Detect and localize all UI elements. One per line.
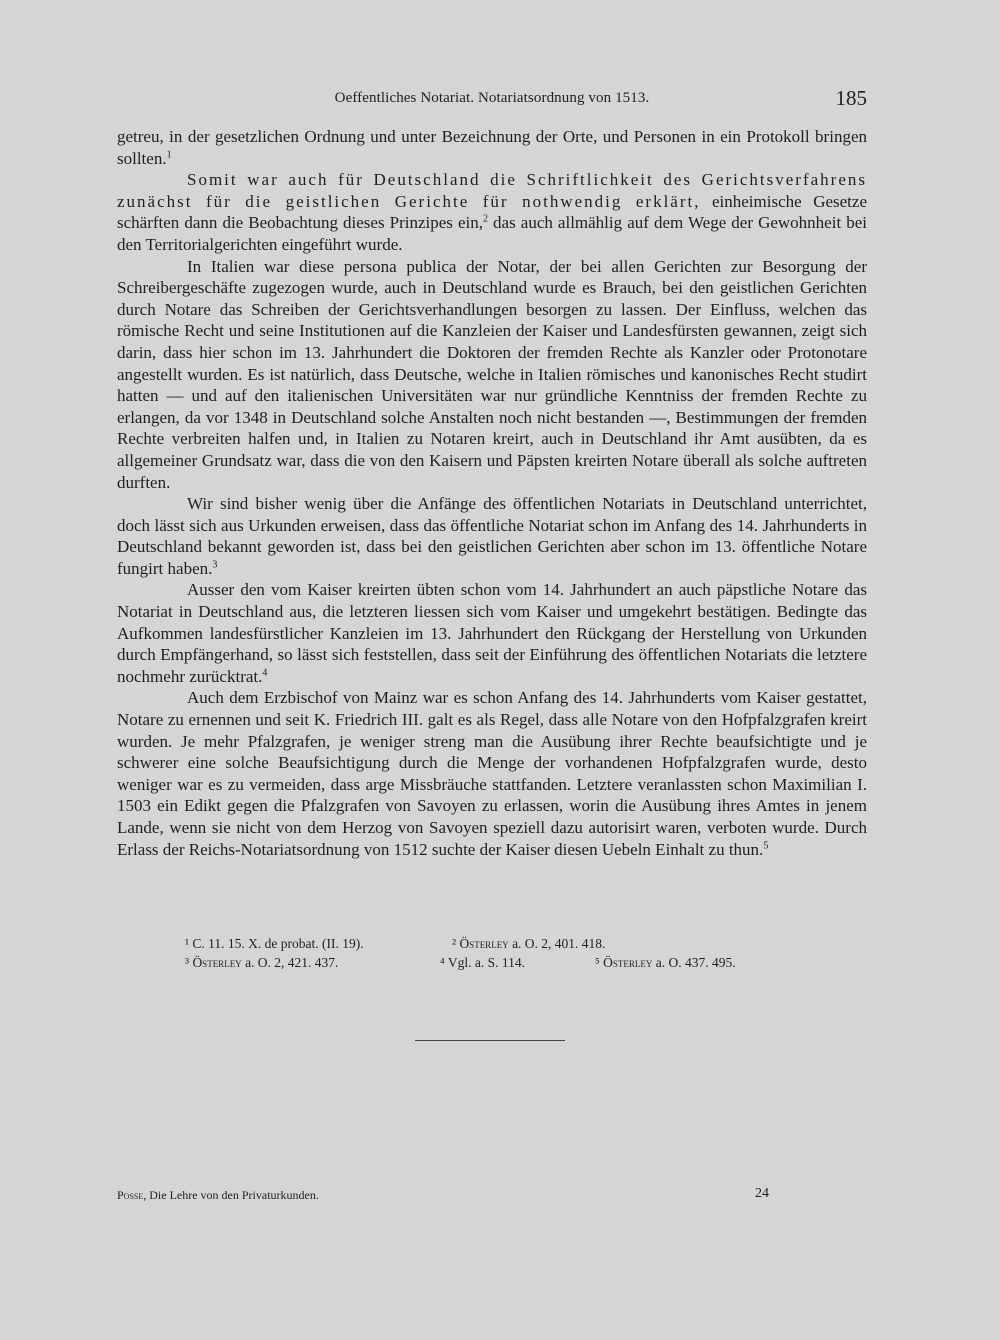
footnote-3 — [185, 953, 440, 972]
paragraph-2-text-b: das auch allmählig auf dem Wege der Gewohnheit bei den Territorialgerichten eingeführt wurde. — [117, 213, 867, 254]
footnote-5-text: a. O. 437. 495. — [652, 955, 736, 970]
paragraph-1-text: getreu, in der gesetzlichen Ordnung und unter Bezeichnung der Orte, und Personen in ein Protokoll bringen sollten. — [117, 127, 867, 168]
footer-author: Posse — [117, 1188, 144, 1202]
footnote-ref-4: 4 — [262, 667, 268, 679]
footnote-ref-2: 2 — [483, 213, 488, 225]
footnote-ref-3: 3 — [212, 559, 218, 571]
paragraph-5 — [117, 579, 867, 687]
running-title: Oeffentliches Notariat. Notariatsordnung von 1513. — [334, 90, 650, 106]
footnotes — [185, 934, 865, 972]
paragraph-1 — [117, 126, 867, 169]
paragraph-6 — [117, 687, 867, 860]
paragraph-6-text: Auch dem Erzbischof von Mainz war es schon Anfang des 14. Jahrhunderts vom Kaiser gestattet, Notare zu ernennen und seit K. Friedrich III. galt es als Regel, dass alle Notare von den Hofpfalzgrafen kreirt wurden. Je mehr Pfalzgrafen, je weniger streng man die Ausübung ihrer Rechte beaufsichtigte und je schwerer eine solche Beaufsichtigung durch die Menge der vorhandenen Hofpfalzgrafen wurde, desto weniger war es zu vermeiden, dass arge Missbräuche stattfanden. Letztere veranlassten schon Maximilian I. 1503 ein Edikt gegen die Pfalzgrafen von Savoyen zu erlassen, worin die Ausübung ihres Amtes in jenem Lande, wenn sie nicht von dem Herzog von Savoyen speziell dazu autorisirt waren, verboten wurde. Durch Erlass der Reichs-Notariatsordnung von 1512 suchte der Kaiser diesen Uebeln Einhalt zu thun. — [117, 688, 867, 859]
footnote-5-author: Österley — [603, 955, 653, 970]
end-divider — [415, 1040, 565, 1041]
main-text — [117, 126, 867, 860]
footnote-row-2 — [185, 953, 865, 972]
footer-title: , Die Lehre von den Privaturkunden. — [143, 1188, 319, 1202]
footnote-3-author: Österley — [192, 955, 242, 970]
paragraph-2-spaced-text: Somit war auch für Deutschland die Schriftlichkeit des Gerichtsverfahrens zunächst für die geistlichen Gerichte für nothwendig erklärt, — [117, 170, 867, 211]
sheet-signature: 24 — [755, 1186, 769, 1201]
paragraph-2-text-a: einheimische Gesetze schärften dann die Beobachtung dieses Prinzipes ein, — [117, 191, 867, 233]
footnote-3-number: ³ — [185, 955, 190, 970]
footnote-2-text: a. O. 2, 401. 418. — [508, 936, 606, 951]
footnote-5 — [595, 953, 736, 972]
paragraph-4-text: Wir sind bisher wenig über die Anfänge des öffentlichen Notariats in Deutschland unterrichtet, doch lässt sich aus Urkunden erweisen, dass das öffentliche Notariat schon im Anfang des 14. Jahrhunderts in Deutschland bekannt geworden ist, dass bei den geistlichen Gerichten aber schon im 13. öffentliche Notare fungirt haben. — [117, 494, 867, 578]
footnote-1: ¹ C. 11. 15. X. de probat. (II. 19). — [185, 936, 364, 951]
footnote-2-author: Österley — [459, 936, 509, 951]
footnote-ref-1: 1 — [166, 148, 172, 160]
paragraph-3: In Italien war diese persona publica der Notar, der bei allen Gerichten zur Besorgung der Schreibergeschäfte zugezogen wurde, auch in Deutschland wurde es Brauch, bei den geistlichen Gerichten durch Notare das Schreiben der Gerichtsverhandlungen besorgen zu lassen. Der Einfluss, welchen das römische Recht und seine Institutionen auf die Kanzleien der Kaiser und Landesfürsten gewannen, zeigt sich darin, dass hier schon im 13. Jahrhundert die Doktoren der fremden Rechte als Kanzler oder Protonotare angestellt wurden. Es ist natürlich, dass Deutsche, welche in Italien römisches und kanonisches Recht studirt hatten — und auf den italienischen Universitäten war nur gründliche Kenntniss der fremden Rechte zu erlangen, da vor 1348 in Deutschland solche Anstalten noch nicht bestanden —, Bestimmungen der fremden Rechte verbreiten halfen und, in Italien zu Notaren kreirt, auch in Deutschland ihr Amt ausübten, da es allgemeiner Grundsatz war, dass die von den Kaisern und Päpsten kreirten Notare überall als solche auftreten durften. — [117, 256, 867, 492]
paragraph-4 — [117, 493, 867, 579]
footnote-ref-5: 5 — [763, 839, 769, 851]
footnote-5-number: ⁵ — [595, 955, 600, 970]
footnote-2 — [452, 934, 605, 953]
paragraph-5-text: Ausser den vom Kaiser kreirten übten schon vom 14. Jahrhundert an auch päpstliche Notare das Notariat in Deutschland aus, die letzteren liessen sich vom Kaiser und umgekehrt bestätigen. Bedingte das Aufkommen landesfürstlicher Kanzleien im 13. Jahrhundert den Rückgang der Herstellung von Urkunden durch Empfängerhand, so lässt sich feststellen, dass seit der Einführung des öffentlichen Notariats die letztere nochmehr zurücktrat. — [117, 580, 867, 686]
footnote-row-1 — [185, 934, 865, 953]
footnote-4: ⁴ Vgl. a. S. 114. — [440, 955, 525, 970]
footnote-2-number: ² — [452, 936, 457, 951]
footer-book-title — [117, 1188, 319, 1203]
running-header — [117, 88, 867, 112]
paragraph-2 — [117, 169, 867, 255]
page-number: 185 — [835, 86, 867, 110]
footnote-3-text: a. O. 2, 421. 437. — [241, 955, 339, 970]
